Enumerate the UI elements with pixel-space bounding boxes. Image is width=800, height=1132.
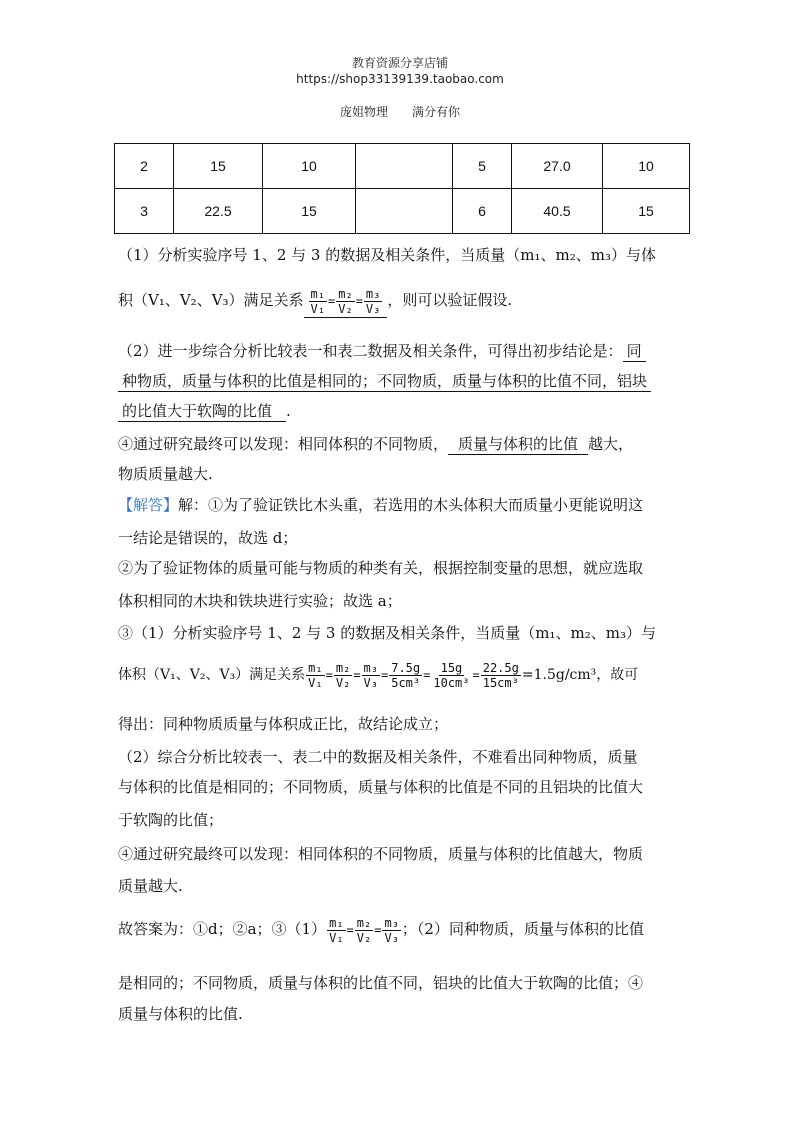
shop-name: 教育资源分享店铺 bbox=[351, 56, 448, 70]
solution-line10: 于软陶的比值； bbox=[118, 811, 224, 829]
solution-line2: 一结论是错误的，故选 d； bbox=[118, 529, 298, 547]
fraction: $\frac{7.5g}{\text{5cm³}}$ bbox=[391, 660, 421, 690]
q4-line2: 物质质量越大. bbox=[118, 465, 213, 483]
table-cell bbox=[356, 189, 453, 234]
fraction: $\frac{\text{m₂}}{\text{V₂}}$ bbox=[335, 660, 351, 690]
q1-line2 bbox=[118, 284, 512, 318]
q1-line1: （1）分析实验序号 1、2 与 3 的数据及相关条件，当质量（m₁、m₂、m₃）与体 bbox=[118, 246, 656, 264]
table-row bbox=[115, 144, 690, 189]
table-cell: 10 bbox=[263, 144, 356, 189]
table-cell bbox=[356, 144, 453, 189]
table-cell: 5 bbox=[453, 144, 512, 189]
table-cell: 40.5 bbox=[512, 189, 603, 234]
q1-formula: $\frac{\text{m₁}}{\text{V₁}}$ = $\frac{\text{m₂}}{\text{V₂}}$ = $\frac{\text{m₃}}{\text{V₃}}$ bbox=[304, 284, 388, 318]
q2-line3: 的比值大于软陶的比值 . bbox=[118, 400, 291, 422]
q2-answer: 种物质，质量与体积的比值是相同的；不同物质，质量与体积的比值不同，铝块 bbox=[118, 371, 651, 392]
table-cell: 2 bbox=[115, 144, 174, 189]
fraction: $\frac{\text{m₂}}{\text{V₂}}$ bbox=[338, 286, 353, 316]
fraction: $\frac{\text{m₁}}{\text{V₁}}$ bbox=[308, 660, 323, 690]
solution-line5: ③（1）分析实验序号 1、2 与 3 的数据及相关条件，当质量（m₁、m₂、m₃）与 bbox=[118, 624, 656, 642]
solution-line9: 与体积的比值是相同的；不同物质，质量与体积的比值是不同的且铝块的比值大 bbox=[118, 778, 644, 796]
table-row bbox=[115, 189, 690, 234]
q2-answer: 同 bbox=[623, 341, 646, 362]
fraction: $\frac{\text{m₃}}{\text{V₃}}$ bbox=[384, 915, 399, 945]
q4-line1: ④通过研究最终可以发现：相同体积的不同物质， 质量与体积的比值 越大， bbox=[118, 435, 634, 453]
solution-line4: 体积相同的木块和铁块进行实验；故选 a； bbox=[118, 592, 402, 610]
answer-line3: 质量与体积的比值. bbox=[118, 1005, 243, 1023]
q1-line2-post: ，则可以验证假设. bbox=[387, 291, 513, 309]
header-tagline: 庞姐物理 满分有你 bbox=[339, 105, 460, 119]
q1-line2-pre: 积（V₁、V₂、V₃）满足关系 bbox=[118, 291, 304, 309]
solution-line6: 体积（V₁、V₂、V₃）满足关系 $\frac{\text{m₁}}{\text{V₁}}$ = $\frac{\text{m₂}}{\text{V₂}}$ = $\frac{\text{m₃}}{\text{V₃}}$ = $\frac{7.5g}{\text{5cm³}}$ = $\frac{15g}{\text{10cm³}}$ = $\frac{22.5g}{\text{15cm³}}$ =1.5g/cm³，故可 bbox=[118, 660, 639, 690]
shop-url: https://shop33139139.taobao.com bbox=[296, 72, 504, 86]
table-cell: 27.0 bbox=[512, 144, 603, 189]
table-cell: 15 bbox=[174, 144, 263, 189]
table-cell: 3 bbox=[115, 189, 174, 234]
solution-line8: （2）综合分析比较表一、表二中的数据及相关条件，不难看出同种物质，质量 bbox=[118, 748, 638, 766]
solution-line12: 质量越大. bbox=[118, 877, 183, 895]
table-cell: 10 bbox=[603, 144, 690, 189]
solution-line1: 【解答】解：①为了验证铁比木头重，若选用的木头体积大而质量小更能说明这 bbox=[118, 496, 644, 514]
fraction: $\frac{\text{m₁}}{\text{V₁}}$ bbox=[310, 286, 325, 316]
q4-answer: 质量与体积的比值 bbox=[448, 434, 588, 455]
data-table bbox=[114, 143, 690, 234]
fraction: $\frac{\text{m₁}}{\text{V₁}}$ bbox=[329, 915, 344, 945]
table-cell: 15 bbox=[603, 189, 690, 234]
answer-line2: 是相同的；不同物质，质量与体积的比值不同，铝块的比值大于软陶的比值；④ bbox=[118, 974, 644, 992]
solution-tag: 【解答】 bbox=[118, 496, 179, 514]
solution-line7: 得出：同种物质质量与体积成正比，故结论成立； bbox=[118, 715, 449, 733]
table-cell: 15 bbox=[263, 189, 356, 234]
q2-line2 bbox=[118, 370, 651, 392]
answer-line1: 故答案为：①d；②a；③（1） $\frac{\text{m₁}}{\text{V₁}}$ = $\frac{\text{m₂}}{\text{V₂}}$ = $\frac{\text{m₃}}{\text{V₃}}$ ；（2）同种物质，质量与体积的比值 bbox=[118, 915, 644, 945]
fraction: $\frac{\text{m₂}}{\text{V₂}}$ bbox=[356, 915, 372, 945]
table-cell: 6 bbox=[453, 189, 512, 234]
q2-answer: 的比值大于软陶的比值 bbox=[118, 401, 286, 422]
q2-line1: （2）进一步综合分析比较表一和表二数据及相关条件，可得出初步结论是： 同 bbox=[118, 340, 646, 362]
fraction: $\frac{\text{m₃}}{\text{V₃}}$ bbox=[363, 660, 378, 690]
table-cell: 22.5 bbox=[174, 189, 263, 234]
fraction: $\frac{22.5g}{\text{15cm³}}$ bbox=[482, 660, 519, 690]
fraction: $\frac{\text{m₃}}{\text{V₃}}$ bbox=[365, 286, 381, 316]
solution-line11: ④通过研究最终可以发现：相同体积的不同物质，质量与体积的比值越大，物质 bbox=[118, 845, 644, 863]
fraction: $\frac{15g}{\text{10cm³}}$ bbox=[433, 660, 470, 690]
solution-line3: ②为了验证物体的质量可能与物质的种类有关，根据控制变量的思想，就应选取 bbox=[118, 559, 644, 577]
